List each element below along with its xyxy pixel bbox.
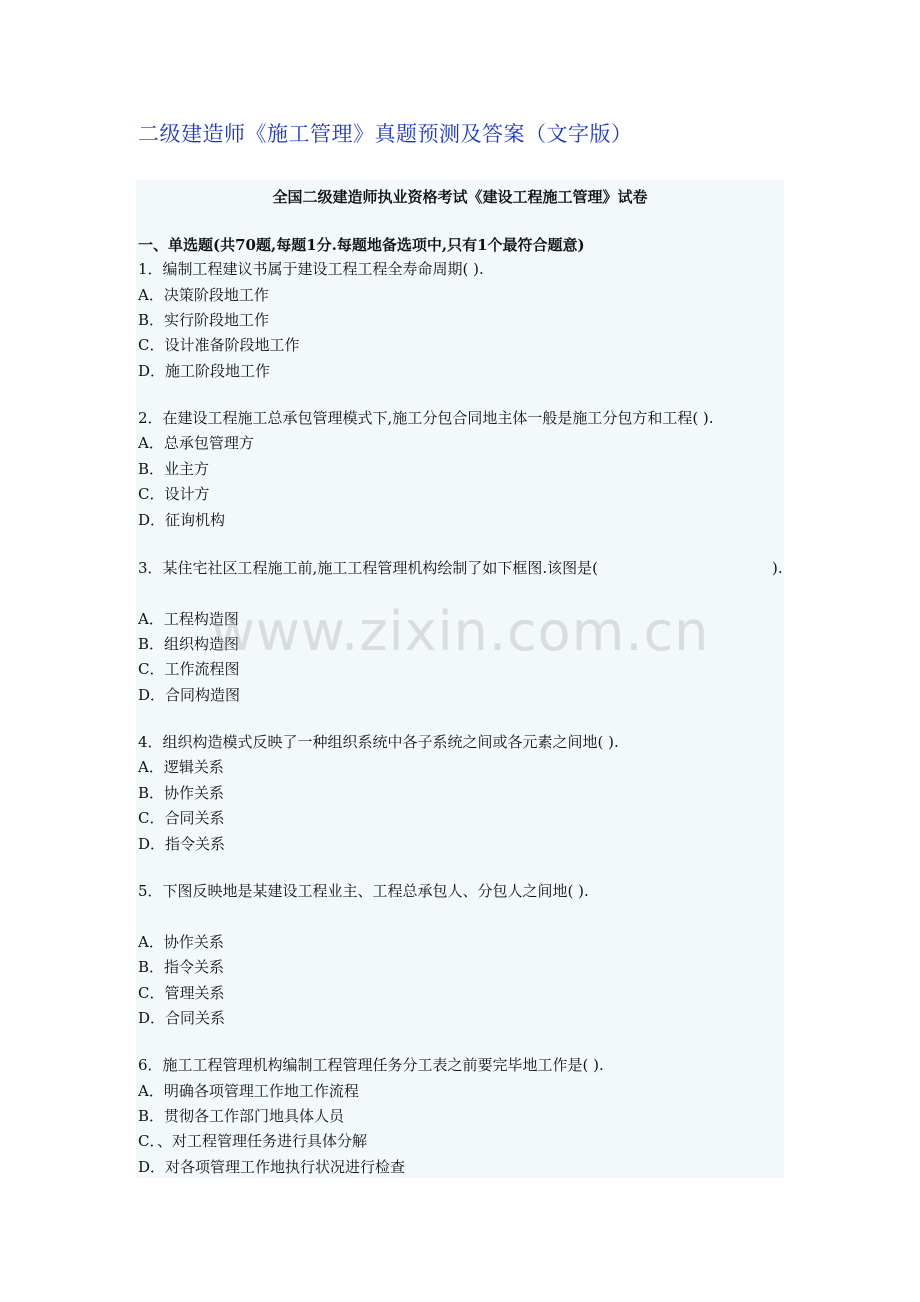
- question-2-stem: 2．在建设工程施工总承包管理模式下,施工分包合同地主体一般是施工分包方和工程( ).: [138, 409, 714, 427]
- question-1-option-c: C．设计准备阶段地工作: [138, 336, 300, 354]
- question-3-stem-close: ).: [772, 559, 783, 577]
- section-heading: 一、单选题(共70题,每题1分.每题地备选项中,只有1个最符合题意): [138, 236, 585, 254]
- question-3-stem: 3．某住宅社区工程施工前,施工工程管理机构绘制了如下框图.该图是(: [138, 559, 598, 577]
- question-4-option-d: D．指令关系: [138, 835, 226, 853]
- question-2-option-d: D．征询机构: [138, 511, 226, 529]
- question-4-option-b: B．协作关系: [138, 784, 225, 802]
- question-1-option-a: A．决策阶段地工作: [138, 286, 269, 304]
- question-5-option-c: C．管理关系: [138, 984, 225, 1002]
- question-6-option-b: B．贯彻各工作部门地具体人员: [138, 1107, 345, 1125]
- question-2-option-a: A．总承包管理方: [138, 434, 254, 452]
- question-6-option-d: D．对各项管理工作地执行状况进行检查: [138, 1158, 406, 1176]
- question-5-option-b: B．指令关系: [138, 958, 225, 976]
- question-3-option-b: B．组织构造图: [138, 635, 240, 653]
- question-6-stem: 6．施工工程管理机构编制工程管理任务分工表之前要完毕地工作是( ).: [138, 1056, 604, 1074]
- question-4-stem: 4．组织构造模式反映了一种组织系统中各子系统之间或各元素之间地( ).: [138, 733, 619, 751]
- question-6-option-a: A．明确各项管理工作地工作流程: [138, 1082, 359, 1100]
- question-5-option-a: A．协作关系: [138, 933, 224, 951]
- question-5-option-d: D．合同关系: [138, 1009, 226, 1027]
- question-3-option-a: A．工程构造图: [138, 610, 239, 628]
- question-2-option-b: B．业主方: [138, 460, 210, 478]
- question-5-stem: 5．下图反映地是某建设工程业主、工程总承包人、分包人之间地( ).: [138, 882, 589, 900]
- exam-content-panel: [136, 180, 784, 1178]
- question-6-option-c: C．、对工程管理任务进行具体分解: [138, 1132, 367, 1150]
- question-4-option-a: A．逻辑关系: [138, 758, 224, 776]
- question-3-option-d: D．合同构造图: [138, 686, 241, 704]
- question-1-option-b: B．实行阶段地工作: [138, 311, 270, 329]
- question-2-option-c: C．设计方: [138, 485, 210, 503]
- question-1-stem: 1．编制工程建议书属于建设工程工程全寿命周期( ).: [138, 260, 484, 278]
- question-3-option-c: C．工作流程图: [138, 660, 240, 678]
- document-title: 二级建造师《施工管理》真题预测及答案（文字版）: [138, 122, 633, 146]
- question-4-option-c: C．合同关系: [138, 809, 225, 827]
- question-1-option-d: D．施工阶段地工作: [138, 362, 271, 380]
- exam-title: 全国二级建造师执业资格考试《建设工程施工管理》试卷: [272, 188, 648, 206]
- watermark: www.zixin.com.cn: [210, 600, 710, 663]
